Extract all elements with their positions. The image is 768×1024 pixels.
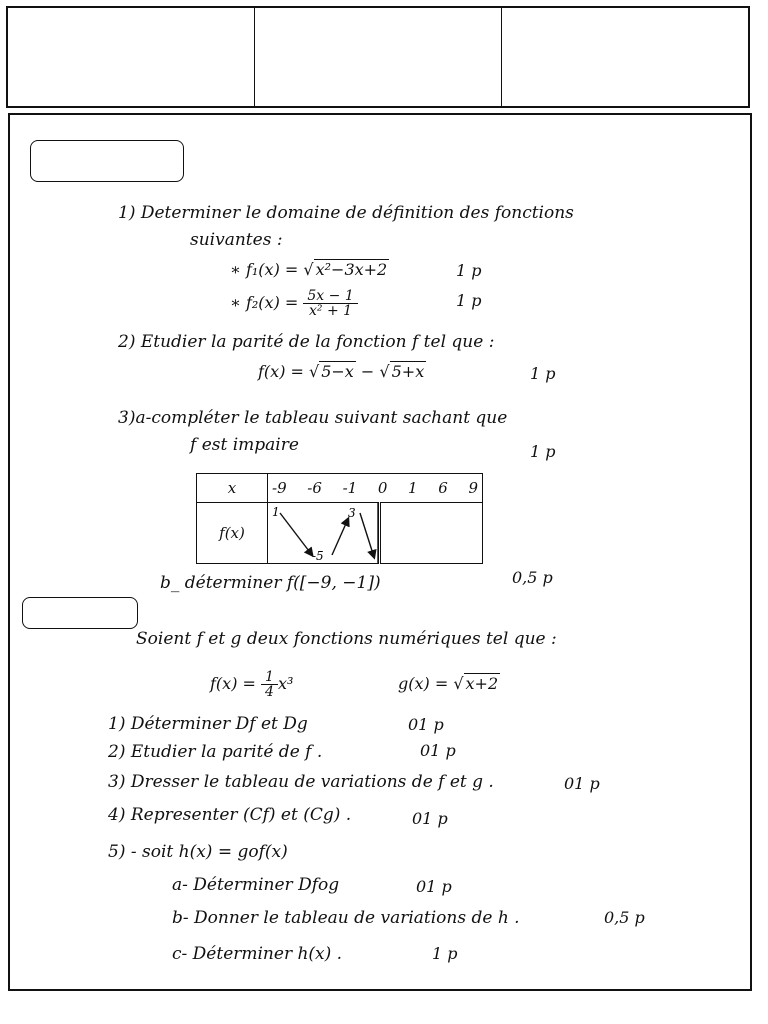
- ex2-q5c-points: 1 p: [432, 944, 458, 963]
- decreasing-arrow-2: [360, 513, 374, 557]
- ex1-q3b-line: b_ déterminer f([−9, −1]): [160, 573, 381, 593]
- f1-radicand: x²−3x+2: [315, 260, 388, 279]
- x-value: 1: [408, 479, 418, 497]
- ex2-intro: Soient f et g deux fonctions numériques tel que :: [136, 629, 557, 649]
- ex1-q3-line2: f est impaire: [190, 435, 299, 455]
- ex2-f-denominator: 4: [265, 684, 274, 700]
- q2-minus: −: [355, 362, 380, 381]
- ex2-q3-points: 01 p: [564, 774, 600, 793]
- ex2-g-formula: g(x) = √ x+2: [398, 674, 499, 693]
- variation-arrows: [268, 503, 380, 563]
- table-x-values: [268, 479, 482, 497]
- ex1-q2-formula: f(x) = √ 5−x − √ 5+x: [258, 362, 425, 381]
- ex2-q4-points: 01 p: [412, 809, 448, 828]
- ex2-q3: 3) Dresser le tableau de variations de f et g .: [108, 772, 494, 792]
- x-value: -1: [342, 479, 358, 497]
- ex1-q3-line1: 3)a-compléter le tableau suivant sachant que: [118, 408, 508, 428]
- ex2-q1-points: 01 p: [408, 715, 444, 734]
- ex2-g-lhs: g(x) =: [398, 674, 454, 693]
- ex1-f2-points: 1 p: [456, 291, 482, 310]
- f-value-at-minus-1: 3: [348, 506, 356, 520]
- ex2-g-radicand: x+2: [465, 674, 499, 693]
- ex1-f1-formula: ∗ f₁(x) = √ x²−3x+2: [230, 260, 388, 279]
- ex2-q1: 1) Déterminer Df et Dg: [108, 714, 308, 734]
- header-cell-right: [502, 8, 748, 106]
- ex2-f-rhs: x³: [277, 674, 294, 693]
- ex2-q5c: c- Déterminer h(x) .: [172, 944, 343, 964]
- variation-table: [196, 473, 483, 564]
- decreasing-arrow: [280, 513, 312, 555]
- ex1-q2-line: 2) Etudier la parité de la fonction f tel que :: [118, 332, 495, 352]
- ex2-q5b-points: 0,5 p: [604, 908, 645, 927]
- ex1-q3-points: 1 p: [530, 442, 556, 461]
- exercise-2-label-box: [22, 597, 138, 629]
- ex2-q2-points: 01 p: [420, 741, 456, 760]
- ex1-f1-points: 1 p: [456, 261, 482, 280]
- f2-numerator: 5x − 1: [303, 289, 357, 304]
- ex2-f-numerator: 1: [261, 670, 278, 685]
- header-cell-left: [8, 8, 255, 106]
- q2-lhs: f(x) =: [258, 362, 310, 381]
- f1-lhs: ∗ f₁(x) =: [230, 260, 304, 279]
- table-f-known-part: [268, 503, 380, 564]
- x-value: 0: [377, 479, 388, 497]
- f2-denominator: x² + 1: [309, 303, 353, 319]
- ex2-f-lhs: f(x) =: [210, 674, 262, 693]
- x-value: 6: [438, 479, 448, 497]
- ex2-f-formula: [210, 670, 293, 699]
- ex1-q1-line1: 1) Determiner le domaine de définition des fonctions: [118, 203, 574, 223]
- ex2-q4: 4) Representer (Cf) et (Cg) .: [108, 805, 352, 825]
- table-f-label: f(x): [197, 503, 268, 564]
- x-value: 9: [468, 479, 478, 497]
- ex2-q5a: a- Déterminer Dfog: [172, 875, 340, 895]
- f-value-at-minus-9: 1: [272, 505, 280, 519]
- f2-lhs: ∗ f₂(x) =: [230, 293, 304, 312]
- f-value-at-minus-6: -5: [312, 549, 324, 563]
- table-x-label: x: [197, 474, 268, 503]
- ex2-q2: 2) Etudier la parité de f .: [108, 742, 323, 762]
- ex1-q1-line2: suivantes :: [190, 230, 283, 250]
- ex2-q5: 5) - soit h(x) = gof(x): [108, 842, 288, 862]
- table-f-blank-part: [380, 503, 483, 564]
- ex1-q3b-points: 0,5 p: [512, 568, 553, 587]
- q2-radicand-1: 5−x: [321, 362, 354, 381]
- exercise-1-label-box: [30, 140, 184, 182]
- x-value: -9: [272, 479, 287, 497]
- q2-radicand-2: 5+x: [391, 362, 425, 381]
- increasing-arrow: [332, 519, 348, 555]
- header-cell-middle: [255, 8, 502, 106]
- ex2-q5b: b- Donner le tableau de variations de h .: [172, 908, 520, 928]
- ex1-q2-points: 1 p: [530, 364, 556, 383]
- ex2-q5a-points: 01 p: [416, 877, 452, 896]
- header-table: [6, 6, 750, 108]
- x-value: -6: [307, 479, 322, 497]
- ex1-f2-formula: [230, 289, 358, 318]
- table-x-values-cell: [268, 474, 483, 503]
